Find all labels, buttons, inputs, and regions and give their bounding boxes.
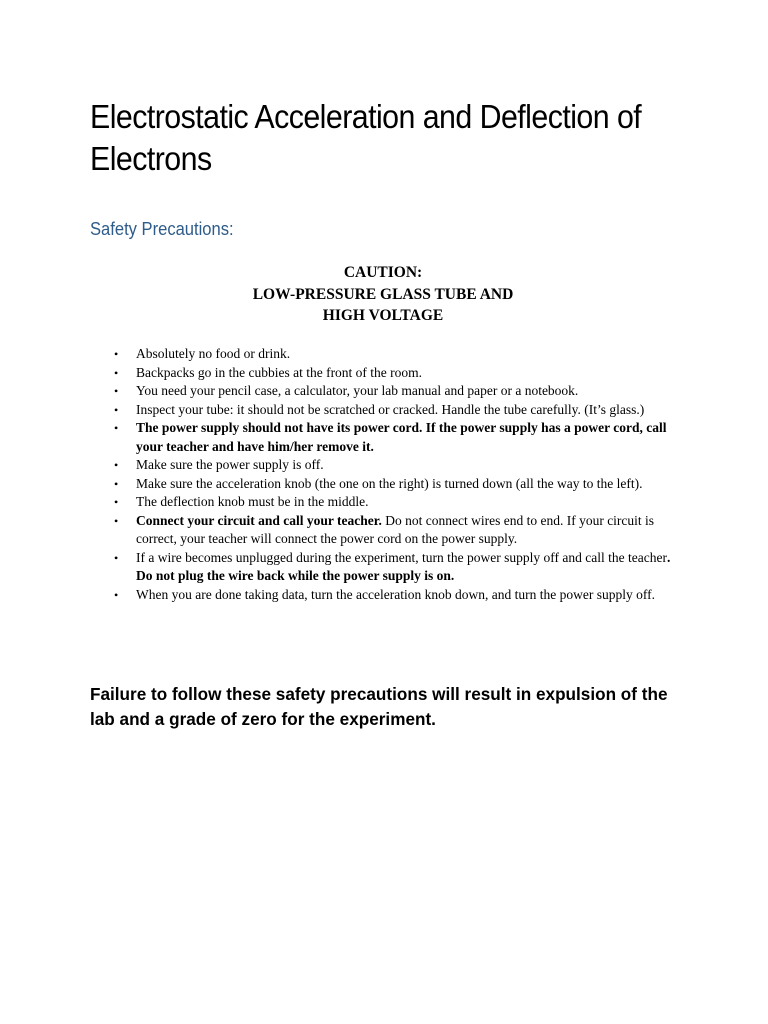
bullet-icon: • xyxy=(114,402,119,417)
list-item xyxy=(90,364,680,383)
rule-text: You need your pencil case, a calculator, your lab manual and paper or a notebook. xyxy=(136,383,579,398)
bullet-icon: • xyxy=(114,550,119,565)
bullet-icon: • xyxy=(114,384,119,398)
caution-banner xyxy=(90,262,676,327)
rule-text: Make sure the acceleration knob (the one on the right) is turned down (all the way to the left). xyxy=(136,475,643,491)
bullet-icon: • xyxy=(114,476,119,491)
list-item xyxy=(90,382,680,401)
bullet-icon: • xyxy=(114,513,119,528)
list-item xyxy=(90,493,680,512)
bullet-icon: • xyxy=(114,347,119,361)
rule-text-bold: . Do not plug the wire back while the power supply is on. xyxy=(136,549,671,583)
rule-text: Absolutely no food or drink. xyxy=(136,346,291,361)
bullet-icon: • xyxy=(114,587,119,602)
list-item xyxy=(90,401,680,420)
list-item xyxy=(90,586,680,605)
rule-text: Backpacks go in the cubbies at the front of the room. xyxy=(136,364,423,380)
list-item xyxy=(90,512,680,549)
rule-text-bold: Connect your circuit and call your teacher. xyxy=(136,512,382,528)
bullet-icon: • xyxy=(114,495,119,509)
list-item xyxy=(90,345,680,364)
caution-line: LOW-PRESSURE GLASS TUBE AND xyxy=(252,285,514,303)
rule-text: Inspect your tube: it should not be scratched or cracked. Handle the tube carefully. (It’s glass.) xyxy=(136,401,645,417)
rule-text: If a wire becomes unplugged during the experiment, turn the power supply off and call the teacher xyxy=(136,549,667,565)
list-item xyxy=(90,456,680,475)
caution-line: CAUTION: xyxy=(343,264,423,281)
rule-text: The deflection knob must be in the middle. xyxy=(136,494,369,509)
document-title: Electrostatic Acceleration and Deflection of Electrons xyxy=(90,98,642,177)
rule-text: Make sure the power supply is off. xyxy=(136,457,324,472)
bullet-icon: • xyxy=(114,365,119,380)
rule-text-bold: The power supply should not have its power cord. If the power supply has a power cord, call your teacher and have him/her remove it. xyxy=(136,420,667,454)
rule-text: When you are done taking data, turn the acceleration knob down, and turn the power supply off. xyxy=(136,586,655,602)
rule-text: Do not connect wires end to end. If your circuit is correct, your teacher will connect the power cord on the power supply. xyxy=(136,512,655,546)
bullet-icon: • xyxy=(114,458,119,472)
bullet-icon: • xyxy=(114,421,119,435)
list-item xyxy=(90,475,680,494)
caution-line: HIGH VOLTAGE xyxy=(322,307,444,324)
list-item xyxy=(90,419,680,456)
list-item xyxy=(90,549,680,586)
safety-precautions-heading: Safety Precautions: xyxy=(90,219,234,239)
expulsion-warning: Failure to follow these safety precautions will result in expulsion of the lab and a grade of zero for the experiment. xyxy=(90,684,668,729)
safety-rules-list xyxy=(90,345,680,604)
